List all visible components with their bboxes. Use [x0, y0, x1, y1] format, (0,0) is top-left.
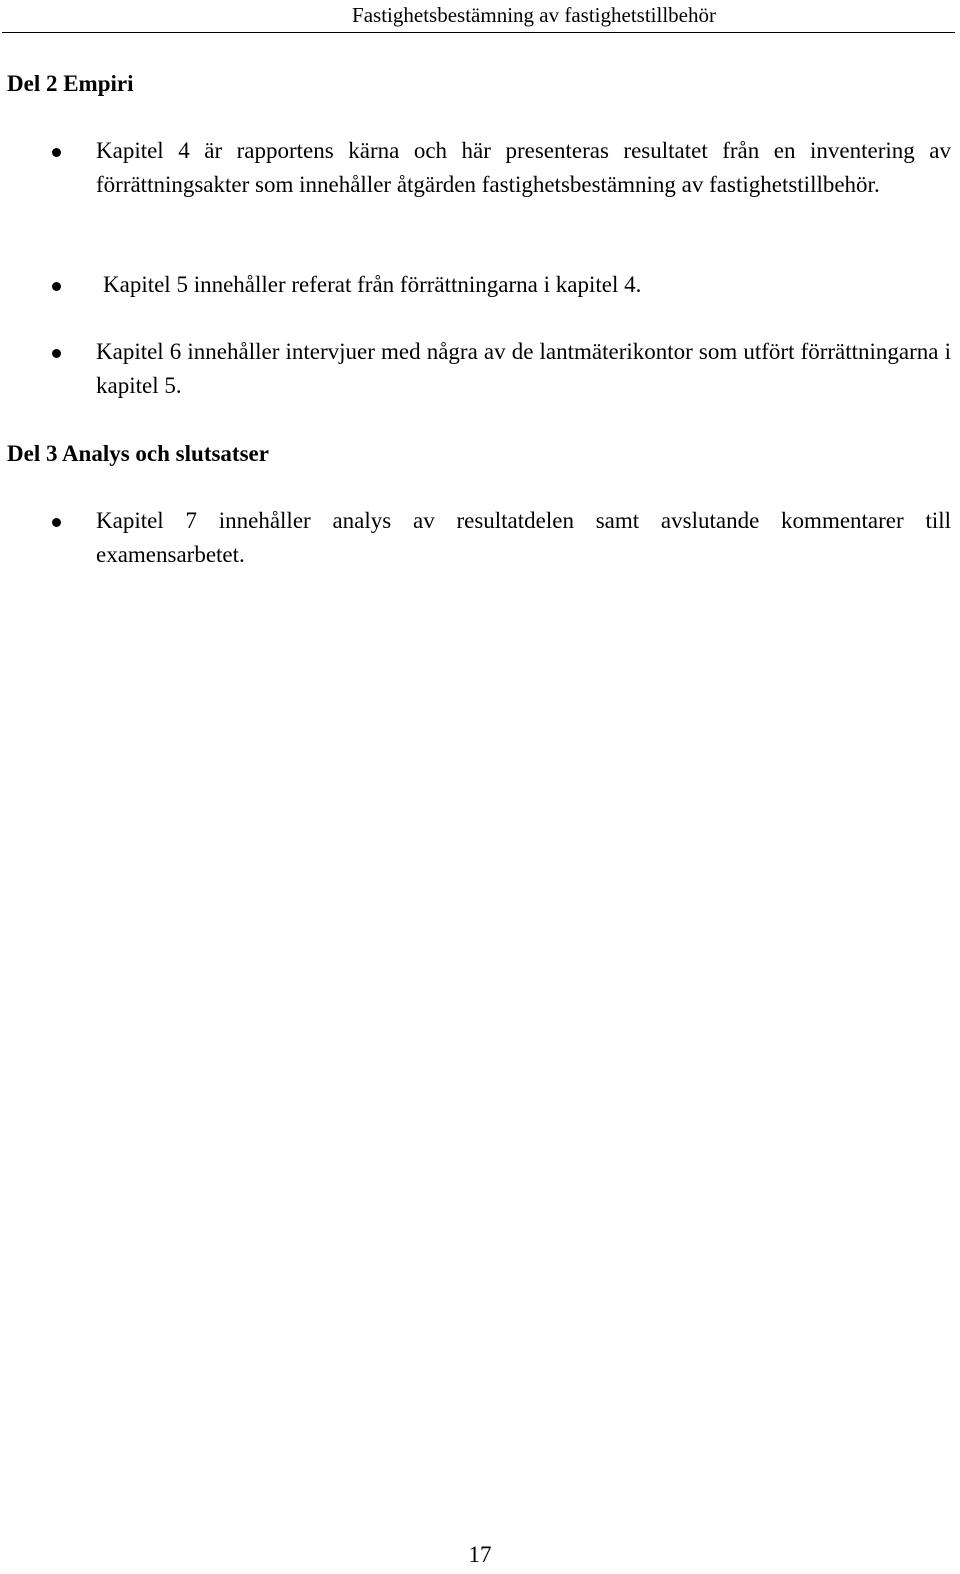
- bullet-icon: [52, 518, 61, 527]
- list-item-kapitel-6: Kapitel 6 innehåller intervjuer med några av de lantmäterikontor som utfört förrättningarna i kapitel 5.: [96, 339, 951, 398]
- bullet-icon: [52, 148, 61, 157]
- list-item-kapitel-7: Kapitel 7 innehåller analys av resultatdelen samt avslutande kommentarer till examensarbetet.: [96, 508, 951, 567]
- header-rule: [2, 32, 955, 33]
- section-heading-del-3: Del 3 Analys och slutsatser: [7, 441, 269, 466]
- page-number: 17: [468, 1542, 492, 1567]
- section-heading-del-2: Del 2 Empiri: [7, 71, 134, 96]
- running-header-title: Fastighetsbestämning av fastighetstillbehör: [352, 3, 716, 27]
- list-item-kapitel-4: Kapitel 4 är rapportens kärna och här presenteras resultatet från en inventering av förrättningsakter som innehåller åtgärden fastighetsbestämning av fastighetstillbehör.: [96, 138, 951, 197]
- bullet-icon: [52, 282, 61, 291]
- list-item-kapitel-5: Kapitel 5 innehåller referat från förrättningarna i kapitel 4.: [103, 272, 642, 297]
- bullet-icon: [52, 349, 61, 358]
